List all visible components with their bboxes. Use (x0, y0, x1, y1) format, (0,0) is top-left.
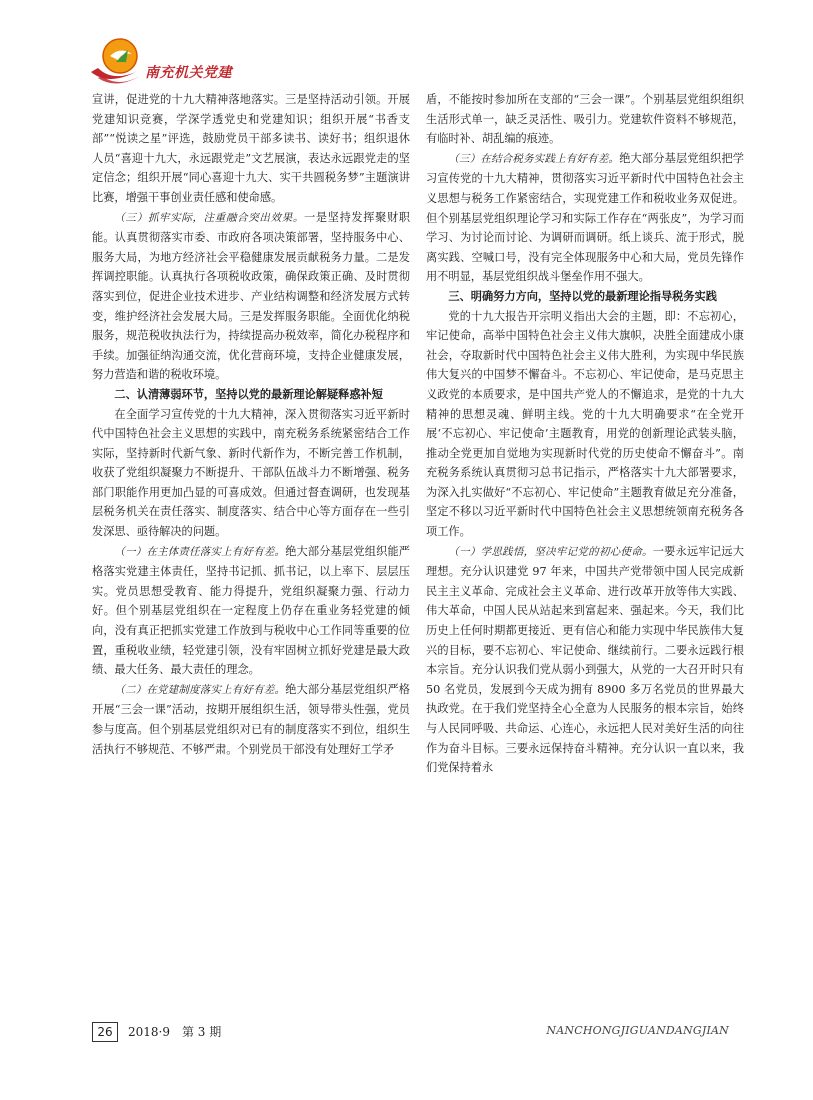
paragraph-text: 绝大部分基层党组织严格开展“三会一课”活动，按期开展组织生活，领导带头性强，党员参与度高。但个别基层党组织对已有的制度落实不到位，组织生活执行不够规范、不够严肃。个别党员干部没有处理好工学矛 (92, 682, 410, 756)
issue-label: 2018·9 第 3 期 (128, 1025, 222, 1039)
paragraph-text: 一是坚持发挥聚财职能。认真贯彻落实市委、市政府各项决策部署，坚持服务中心、服务大局，为地方经济社会平稳健康发展贡献税务力量。二是发挥调控职能。认真执行各项税收政策，确保政策正确、及时贯彻落实到位，促进企业技术进步、产业结构调整和经济发展方式转变，维护经济社会发展大局。三是发挥服务职能。全面优化纳税服务，规范税收执法行为，持续提高办税效率，简化办税程序和手续。加强征纳沟通交流，优化营商环境，支持企业健康发展，努力营造和谐的税收环境。 (92, 210, 410, 382)
paragraph: 党的十九大报告开宗明义指出大会的主题，即：不忘初心，牢记使命，高举中国特色社会主义伟大旗帜，决胜全面建成小康社会，夺取新时代中国特色社会主义伟大胜利，为实现中华民族伟大复兴的中国梦不懈奋斗。不忘初心、牢记使命，是马克思主义政党的本质要求，是中国共产党人的不懈追求，是党的十九大精神的思想灵魂、鲜明主线。党的十九大明确要求“在全党开展‘不忘初心、牢记使命’主题教育，用党的创新理论武装头脑，推动全党更加自觉地为实现新时代党的历史使命不懈奋斗”。南充税务系统认真贯彻习总书记指示，严格落实十九大部署要求，为深入扎实做好“不忘初心、牢记使命”主题教育做足充分准备，坚定不移以习近平新时代中国特色社会主义思想统领南充税务各项工作。 (426, 309, 744, 539)
page-footer (0, 1018, 813, 1058)
paragraph: 在全面学习宣传党的十九大精神，深入贯彻落实习近平新时代中国特色社会主义思想的实践中，南充税务系统紧密结合工作实际，坚持新时代新气象、新时代新作为，不断完善工作机制，收获了党组织凝聚力不断提升、干部队伍战斗力不断增强、税务部门职能作用更加凸显的可喜成效。但通过督查调研，也发现基层税务机关在责任落实、制度落实、结合中心等方面存在一些引发深思、亟待解决的问题。 (92, 407, 410, 539)
section-heading: 二、认清薄弱环节，坚持以党的最新理论解疑释惑补短 (114, 387, 383, 401)
right-column (426, 90, 744, 778)
paragraph-text: 绝大部分基层党组织能严格落实党建主体责任，坚持书记抓、抓书记，以上率下、层层压实。党员思想受教育、能力得提升，党组织凝聚力强、行动力好。但个别基层党组织在一定程度上仍存在重业务轻党建的倾向，没有真正把抓实党建工作放到与税收中心工作同等重要的位置，重税收业绩，轻党建引领，没有牢固树立抓好党建是最大政绩、最大任务、最大责任的理念。 (92, 544, 410, 677)
page-number: 26 (92, 1022, 118, 1042)
dove-swoosh-logo-icon (88, 32, 148, 92)
paragraph: 宣讲，促进党的十九大精神落地落实。三是坚持活动引领。开展党建知识竞赛，学深学透党史和党建知识；组织开展“书香支部”“悦读之星”评选，鼓励党员干部多读书、读好书；组织退休人员“喜迎十九大，永远跟党走”文艺展演，表达永远跟党走的坚定信念；组织开展“同心喜迎十九大、实干共圆税务梦”主题演讲比赛，增强干事创业责任感和使命感。 (92, 93, 410, 204)
subheading: （一）学思践悟，坚决牢记党的初心使命。 (448, 545, 653, 558)
subheading: （三）抓牢实际，注重融合突出效果。 (114, 211, 305, 224)
publication-logo (88, 32, 248, 92)
paragraph-text: 一要永远牢记远大理想。充分认识建党 97 年来，中国共产党带领中国人民完成新民主主义革命、完成社会主义革命、进行改革开放等伟大实践、伟大革命，中国人民从站起来到富起来、强起来。今天，我们比历史上任何时期都更接近、更有信心和能力实现中华民族伟大复兴的目标，要不忘初心、牢记使命、继续前行。二要永远践行根本宗旨。充分认识我们党从弱小到强大，从党的一大召开时只有 50 名党员，发展到今天成为拥有 8900 多万名党员的世界最大执政党。在于我们党坚持全心全意为人民服务的根本宗旨，始终与人民同呼吸、共命运、心连心，永远把人民对美好生活的向往作为奋斗目标。三要永远保持奋斗精神。充分认识一直以来，我们党保持着永 (426, 544, 744, 775)
subheading: （一）在主体责任落实上有好有差。 (114, 545, 286, 558)
paragraph (426, 542, 744, 778)
page-header (0, 0, 813, 100)
paragraph: 盾，不能按时参加所在支部的“三会一课”。个别基层党组织组织生活形式单一，缺乏灵活性、吸引力。党建软件资料不够规范，有临时补、胡乱编的痕迹。 (426, 93, 744, 146)
subheading: （二）在党建制度落实上有好有差。 (114, 683, 286, 696)
subheading: （三）在结合税务实践上有好有差。 (448, 152, 620, 165)
paragraph-text: 绝大部分基层党组织把学习宣传党的十九大精神，贯彻落实习近平新时代中国特色社会主义思想与税务工作紧密结合，实现党建工作和税收业务双促进。但个别基层党组织理论学习和实际工作存在“两张皮”，为学习而学习、为讨论而讨论、为调研而调研。纸上谈兵、流于形式，脱离实践、空喊口号，没有完全体现服务中心和大局，党员先锋作用不明显，基层党组织战斗堡垒作用不强大。 (426, 151, 744, 284)
paragraph (92, 542, 410, 680)
publication-title: 南充机关党建 (145, 65, 232, 81)
paragraph (92, 208, 410, 385)
paragraph (426, 149, 744, 287)
publication-pinyin: NANCHONGJIGUANDANGJIAN (546, 1024, 729, 1037)
left-column (92, 90, 410, 759)
paragraph (92, 680, 410, 759)
section-heading: 三、明确努力方向，坚持以党的最新理论指导税务实践 (448, 289, 717, 303)
